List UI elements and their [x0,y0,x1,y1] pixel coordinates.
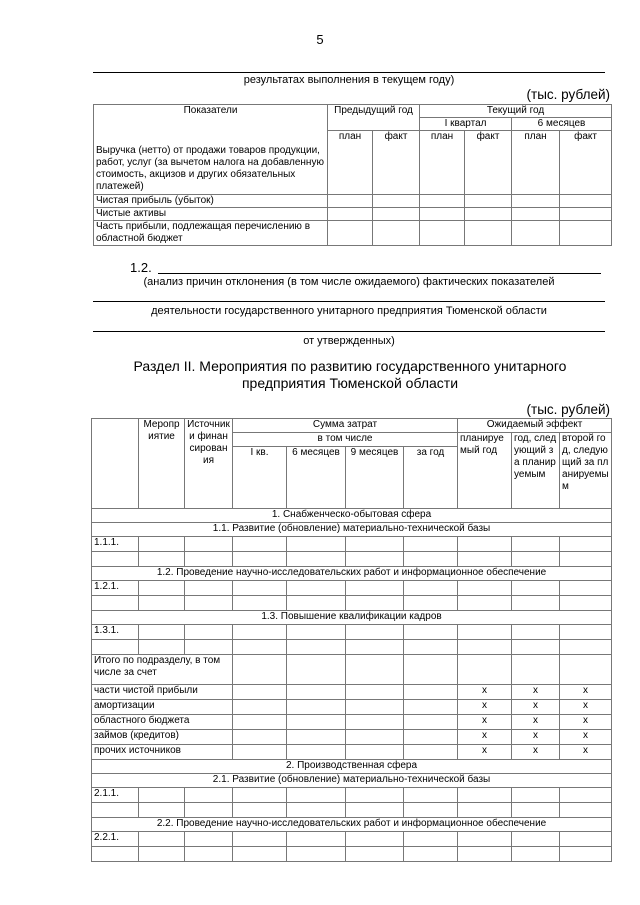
header-prev-year: Предыдущий год [328,105,420,131]
x-mark: x [512,730,560,745]
row-label: Чистые активы [94,208,328,221]
header-fact: факт [465,131,512,195]
subsection-row: 1.2. Проведение научно-исследовательских работ и информационное обеспечение [92,567,612,581]
source-row: амортизации [92,700,233,715]
measures-table [91,418,612,862]
header-q1: I кв. [233,447,287,509]
source-row: части чистой прибыли [92,685,233,700]
analysis-caption: деятельности государственного унитарного предприятия Тюменской области [151,305,547,317]
subsection-row: 1.1. Развитие (обновление) материально-технической базы [92,523,612,537]
header-indicators: Показатели [94,105,328,131]
item-number: 1.2. [130,260,152,275]
row-number: 2.1.1. [92,788,139,803]
row-label: Чистая прибыль (убыток) [94,195,328,208]
units-label: (тыс. рублей) [526,402,610,417]
header-6m: 6 месяцев [287,447,346,509]
page-number: 5 [316,32,324,47]
header-year: за год [404,447,458,509]
header-9m: 9 месяцев [346,447,404,509]
header-fact: факт [560,131,612,195]
fill-line [93,301,605,302]
row-label: Часть прибыли, подлежащая перечислению в областной бюджет [94,221,328,246]
subsection-row: 2.1. Развитие (обновление) материально-технической базы [92,774,612,788]
row-number: 1.3.1. [92,625,139,640]
subsection-row: 2.2. Проведение научно-исследовательских работ и информационное обеспечение [92,818,612,832]
analysis-caption: от утвержденных) [303,335,395,347]
header-cur-year: Текущий год [420,105,612,118]
row-label: Выручка (нетто) от продажи товаров продукции, работ, услуг (за вычетом налога на добавленную стоимость, акцизов и других обязательных платежей) [96,145,324,192]
header-sources-text: Источники финансирования [187,419,230,466]
header-blank [92,419,139,509]
header-plan: план [512,131,560,195]
analysis-caption: (анализ причин отклонения (в том числе ожидаемого) фактических показателей [143,276,555,288]
x-mark: x [560,745,612,760]
section-row: 1. Снабженческо-обытовая сфера [92,509,612,523]
header-plan: план [328,131,373,195]
header-second-year-text: второй год, следующий за планируемым [562,433,609,492]
header-sources [185,419,233,509]
header-plan-year [458,433,512,509]
x-mark: x [560,685,612,700]
section-title: Раздел II. Мероприятия по развитию государственного унитарного предприятия Тюменской области [133,358,567,391]
header-effect: Ожидаемый эффект [458,419,612,433]
x-mark: x [512,745,560,760]
source-row: займов (кредитов) [92,730,233,745]
results-table [93,104,612,246]
x-mark: x [458,715,512,730]
x-mark: x [560,715,612,730]
total-row: Итого по подразделу, в том числе за счет [92,655,233,685]
x-mark: x [458,730,512,745]
source-row: областного бюджета [92,715,233,730]
header-incl: в том числе [233,433,458,447]
x-mark: x [560,730,612,745]
row-number: 2.2.1. [92,832,139,847]
units-label: (тыс. рублей) [526,87,610,102]
header-fact: факт [373,131,420,195]
source-row: прочих источников [92,745,233,760]
header-6m: 6 месяцев [512,118,612,131]
header-second-year [560,433,612,509]
x-mark: x [458,685,512,700]
header-next-year-text: год, следующий за планируемым [514,433,557,480]
header-plan-year-text: планируемый год [460,433,504,456]
header-q1: I квартал [420,118,512,131]
header-measure [139,419,185,509]
x-mark: x [512,700,560,715]
row-number: 1.1.1. [92,537,139,552]
x-mark: x [512,715,560,730]
row-number: 1.2.1. [92,581,139,596]
fill-line [93,72,605,73]
x-mark: x [512,685,560,700]
x-mark: x [560,700,612,715]
header-measure-text: Мероприятие [143,419,180,442]
top-caption: результатах выполнения в текущем году) [243,74,455,86]
header-next-year [512,433,560,509]
x-mark: x [458,700,512,715]
x-mark: x [458,745,512,760]
header-plan: план [420,131,465,195]
header-costs: Сумма затрат [233,419,458,433]
row-revenue [94,131,328,195]
fill-line [93,331,605,332]
fill-line [158,273,601,274]
subsection-row: 1.3. Повышение квалификации кадров [92,611,612,625]
section-row: 2. Производственная сфера [92,760,612,774]
